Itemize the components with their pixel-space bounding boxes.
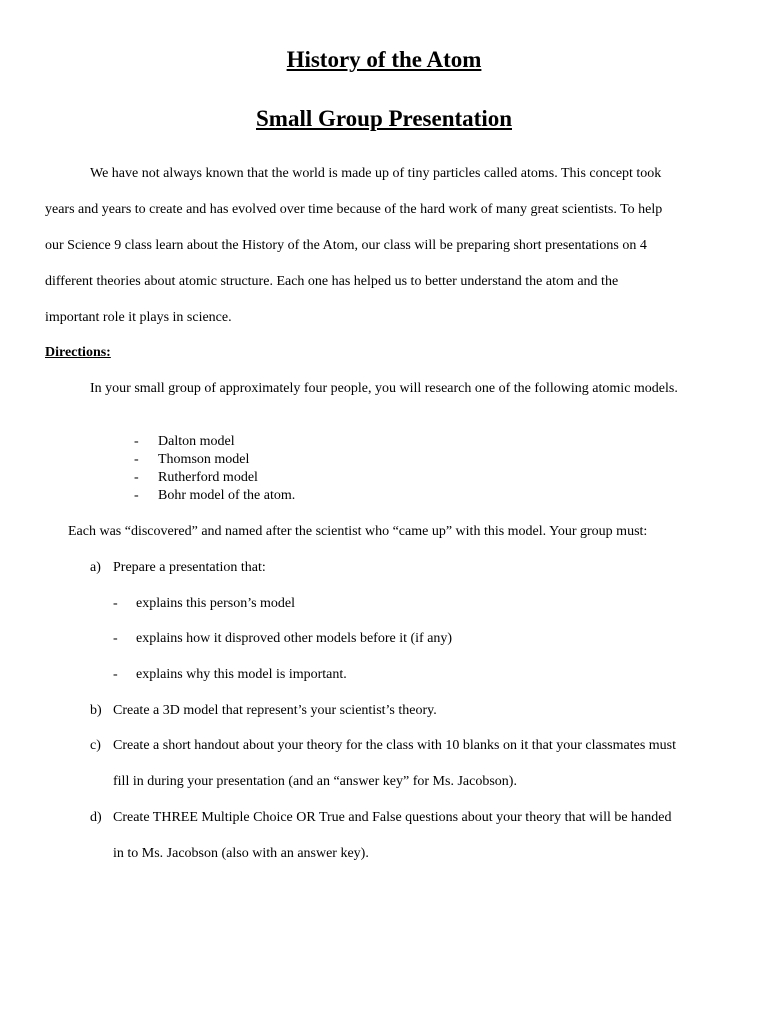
intro-line-1: We have not always known that the world is made up of tiny particles called atoms. This concept took <box>90 166 662 181</box>
directions-text: In your small group of approximately four people, you will research one of the following atomic models. <box>90 381 678 396</box>
task-a-subitem-3: explains why this model is important. <box>136 667 347 682</box>
task-c-line-1: Create a short handout about your theory for the class with 10 blanks on it that your classmates must <box>113 738 676 753</box>
task-a-dash: - <box>113 596 118 611</box>
page-title: History of the Atom <box>286 47 482 72</box>
intro-line-2: years and years to create and has evolved over time because of the hard work of many great scientists. To help <box>45 202 663 217</box>
task-a-dash: - <box>113 667 118 682</box>
page-subtitle: Small Group Presentation <box>256 106 512 131</box>
intro-line-4: different theories about atomic structure. Each one has helped us to better understand the atom and the <box>45 274 619 289</box>
task-c-line-2: fill in during your presentation (and an “answer key” for Ms. Jacobson). <box>113 774 517 789</box>
model-item-thomson: Thomson model <box>158 452 250 467</box>
task-d-line-1: Create THREE Multiple Choice OR True and False questions about your theory that will be handed <box>113 810 672 825</box>
model-dash: - <box>134 452 139 467</box>
directions-heading: Directions: <box>45 345 111 360</box>
model-dash: - <box>134 434 139 449</box>
task-a-letter: a) <box>90 560 101 575</box>
task-c-letter: c) <box>90 738 101 753</box>
intro-line-3: our Science 9 class learn about the History of the Atom, our class will be preparing short presentations on 4 <box>45 238 647 253</box>
each-text: Each was “discovered” and named after the scientist who “came up” with this model. Your group must: <box>68 524 648 539</box>
task-a-subitem-1: explains this person’s model <box>136 596 296 611</box>
task-b-letter: b) <box>90 703 102 718</box>
task-a-text: Prepare a presentation that: <box>113 560 266 575</box>
task-a-dash: - <box>113 631 118 646</box>
task-d-line-2: in to Ms. Jacobson (also with an answer key). <box>113 846 369 861</box>
task-a-subitem-2: explains how it disproved other models before it (if any) <box>136 631 453 646</box>
model-dash: - <box>134 470 139 485</box>
intro-line-5: important role it plays in science. <box>45 310 232 325</box>
model-item-dalton: Dalton model <box>158 434 235 449</box>
model-dash: - <box>134 488 139 503</box>
model-item-rutherford: Rutherford model <box>158 470 258 485</box>
task-d-letter: d) <box>90 810 102 825</box>
task-b-text: Create a 3D model that represent’s your scientist’s theory. <box>113 703 437 718</box>
model-item-bohr: Bohr model of the atom. <box>158 488 296 503</box>
